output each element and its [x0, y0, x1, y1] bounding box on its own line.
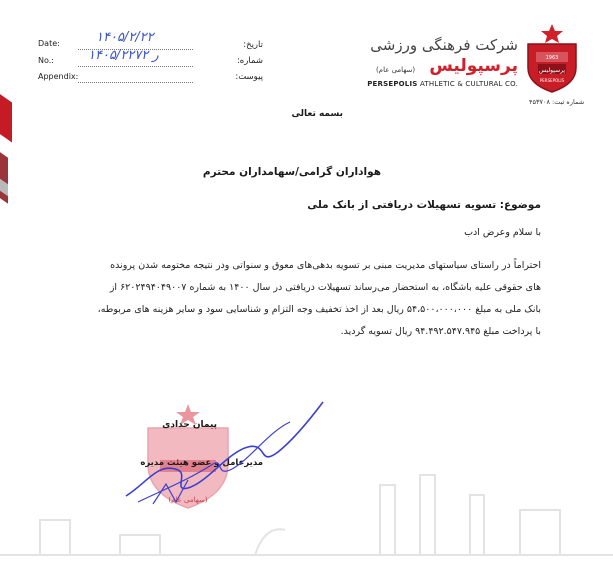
signer-title: مدیرعامل و عضو هیئت مدیره: [140, 458, 263, 468]
company-name-en-bold: PERSEPOLIS: [367, 80, 418, 88]
number-line: [78, 66, 193, 67]
appendix-label-en: Appendix:: [38, 72, 79, 81]
brand-name-fa: پرسپولیس: [429, 56, 518, 76]
paragraph-line: بانک ملی به مبلغ ۵۴،۵۰۰،۰۰۰،۰۰۰ ریال بعد از اخذ تخفیف وجه التزام و شناسایی سود و سایر هزینه های مربوطه،: [97, 304, 541, 315]
company-name-en: [367, 80, 518, 88]
appendix-line: [78, 82, 193, 83]
company-name-fa: شرکت فرهنگی ورزشی: [370, 36, 518, 54]
body-paragraph: [0, 255, 541, 343]
date-value: ۱۴۰۵/۲/۲۲: [96, 30, 154, 45]
number-value: ۱۴۰۵/ر ۲۲۷۲: [88, 48, 159, 63]
logo-year: 1963: [545, 55, 559, 61]
stamp-text: (سهامی عام): [168, 496, 208, 504]
date-label-en: Date:: [38, 39, 60, 48]
company-header: [358, 30, 520, 110]
paragraph-line: های حقوقی علیه باشگاه، به استحضار می‌رساند تسهیلات دریافتی در سال ۱۴۰۰ به شماره ۶۲۰۲۴۹۴۰۴۹۰۰۷ از: [109, 282, 541, 293]
letter-meta: [38, 30, 263, 86]
logo-caption: PERSEPOLIS: [539, 78, 565, 83]
club-logo: [522, 22, 582, 94]
number-label-en: No.:: [38, 56, 54, 65]
company-type: (سهامی عام): [376, 66, 416, 74]
logo-text-fa: پرسپولیس: [538, 67, 566, 74]
club-crest-icon: [522, 22, 582, 94]
appendix-label-fa: پیوست:: [235, 72, 263, 82]
date-label-fa: تاریخ:: [243, 40, 263, 50]
paragraph-line: با پرداخت مبلغ ۹۴.۴۹۲.۵۴۷.۹۴۵ ریال تسویه گردید.: [340, 326, 541, 337]
paragraph-line: احتراماً در راستای سیاستهای مدیریت مبنی بر تسویه بدهی‌های معوق و سنواتی ودر نتیجه مختومه شدن پرونده: [110, 260, 541, 271]
handwritten-signature: [118, 392, 338, 512]
greeting: با سلام وعرض ادب: [464, 227, 541, 238]
decorative-stripe: [0, 81, 12, 142]
invocation: بسمه تعالی: [291, 109, 343, 119]
signer-name: پیمان حدادی: [162, 420, 217, 430]
company-name-en-rest: ATHLETIC & CULTURAL CO.: [419, 80, 518, 88]
subject-line: موضوع: تسویه تسهیلات دریافتی از بانک ملی: [307, 199, 541, 211]
registration-number: شماره ثبت: ۴۵۳۷۰۸: [529, 98, 585, 106]
salutation: هواداران گرامی/سهامداران محترم: [202, 166, 381, 178]
number-label-fa: شماره:: [236, 56, 263, 66]
